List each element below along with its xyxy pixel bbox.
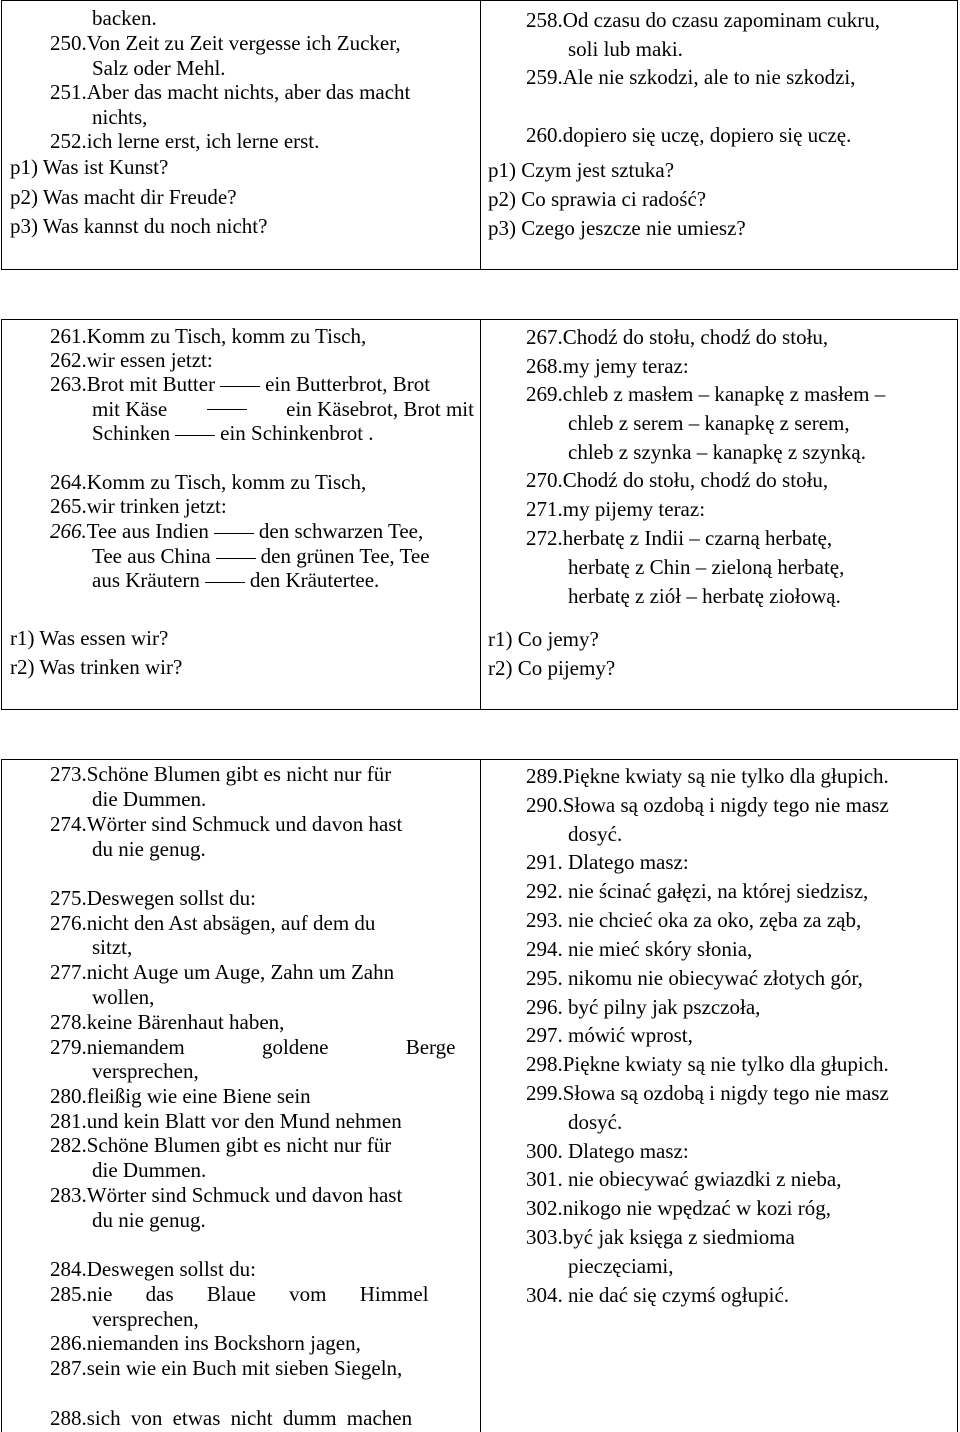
text-line: die Dummen. xyxy=(92,1158,207,1182)
item-number: 273. xyxy=(50,762,87,786)
item-number: 288. xyxy=(50,1406,87,1430)
text-line xyxy=(92,421,374,445)
question-line: p1) Czym jest sztuka? xyxy=(488,158,675,182)
text-line xyxy=(526,1283,789,1307)
item-number: 286. xyxy=(50,1331,87,1355)
item-text: Komm zu Tisch, komm zu Tisch, xyxy=(86,324,367,348)
item-number: 299. xyxy=(526,1081,563,1105)
text-line: wollen, xyxy=(92,985,155,1009)
text-line xyxy=(526,325,828,349)
item-text: mit Käse xyxy=(92,397,168,421)
text-line xyxy=(50,960,394,984)
question-line: p1) Was ist Kunst? xyxy=(10,155,169,179)
item-text: ein Käsebrot, Brot mit xyxy=(286,397,474,421)
item-text: nie ścinać gałęzi, na której siedzisz, xyxy=(568,879,869,903)
item-number: 278. xyxy=(50,1010,87,1034)
text-line xyxy=(50,80,410,104)
column-divider xyxy=(480,760,481,1432)
text-line xyxy=(526,1167,841,1191)
item-number: 260. xyxy=(526,123,563,147)
text-line: chleb z serem – kanapkę z serem, xyxy=(568,411,850,435)
text-line: herbatę z ziół – herbatę ziołową. xyxy=(568,584,841,608)
item-text: Piękne kwiaty są nie tylko dla głupich. xyxy=(562,1052,889,1076)
item-number: 285. xyxy=(50,1282,87,1306)
item-number: 292. xyxy=(526,879,563,903)
text-line xyxy=(50,812,402,836)
text-line xyxy=(526,1139,689,1163)
item-number: 296. xyxy=(526,995,563,1019)
text-line xyxy=(526,908,861,932)
item-number: 250. xyxy=(50,31,87,55)
item-text: Deswegen sollst du: xyxy=(86,1257,256,1281)
text-line: nichts, xyxy=(92,105,148,129)
item-number: 287. xyxy=(50,1356,87,1380)
item-text: nicht Auge um Auge, Zahn um Zahn xyxy=(86,960,395,984)
text-line xyxy=(50,1183,402,1207)
item-text: nikogo nie wpędzać w kozi róg, xyxy=(562,1196,832,1220)
item-text: chleb z masłem – kanapkę z masłem – xyxy=(562,382,886,406)
item-text: Tee aus China xyxy=(92,544,211,568)
item-text: nie mieć skóry słonia, xyxy=(568,937,753,961)
dash-line xyxy=(216,558,256,559)
question-line: p3) Czego jeszcze nie umiesz? xyxy=(488,216,746,240)
question-line: r2) Co pijemy? xyxy=(488,656,616,680)
text-line xyxy=(526,879,868,903)
text-line: herbatę z Chin – zieloną herbatę, xyxy=(568,555,845,579)
item-text: ein Schinkenbrot . xyxy=(220,421,374,445)
text-line xyxy=(526,497,705,521)
item-text: nicht den Ast absägen, auf dem du xyxy=(86,911,376,935)
item-number: 279. xyxy=(50,1035,87,1059)
text-line: pieczęciami, xyxy=(568,1254,674,1278)
item-number: 276. xyxy=(50,911,87,935)
item-text: nie dać się czymś ogłupić. xyxy=(568,1283,790,1307)
dash-line xyxy=(205,582,245,583)
text-line xyxy=(50,324,366,348)
item-number: 268. xyxy=(526,354,563,378)
text-line: chleb z szynka – kanapkę z szynką. xyxy=(568,440,866,464)
text-line xyxy=(526,1023,693,1047)
item-number: 265. xyxy=(50,494,87,518)
item-number: 258. xyxy=(526,8,563,32)
question-line: r2) Was trinken wir? xyxy=(10,655,183,679)
question-line: p2) Was macht dir Freude? xyxy=(10,185,237,209)
question-line: r1) Was essen wir? xyxy=(10,626,169,650)
item-text: mówić wprost, xyxy=(568,1023,693,1047)
item-number: 304. xyxy=(526,1283,563,1307)
text-line: dosyć. xyxy=(568,1110,623,1134)
text-line xyxy=(526,1052,889,1076)
item-text: wir essen jetzt: xyxy=(86,348,213,372)
item-text: Dlatego masz: xyxy=(568,850,689,874)
item-text: ein Butterbrot, Brot xyxy=(265,372,431,396)
item-text: my jemy teraz: xyxy=(562,354,689,378)
item-text: sein wie ein Buch mit sieben Siegeln, xyxy=(86,1356,403,1380)
item-number: 297. xyxy=(526,1023,563,1047)
item-text: Schöne Blumen gibt es nicht nur für xyxy=(86,762,392,786)
item-text: den grünen Tee, Tee xyxy=(260,544,430,568)
item-number: 266. xyxy=(50,519,87,543)
item-number: 252. xyxy=(50,129,87,153)
item-text: nie obiecywać gwiazdki z nieba, xyxy=(568,1167,842,1191)
item-text: herbatę z Indii – czarną herbatę, xyxy=(562,526,833,550)
item-text: Schöne Blumen gibt es nicht nur für xyxy=(86,1133,392,1157)
item-text: my pijemy teraz: xyxy=(562,497,706,521)
text-line xyxy=(526,937,752,961)
text-line: sitzt, xyxy=(92,935,133,959)
item-text: nikomu nie obiecywać złotych gór, xyxy=(568,966,863,990)
item-text: niemanden ins Bockshorn jagen, xyxy=(86,1331,361,1355)
item-text: być pilny jak pszczoła, xyxy=(568,995,761,1019)
text-line xyxy=(50,1010,284,1034)
question-line: r1) Co jemy? xyxy=(488,627,599,651)
item-text xyxy=(50,762,391,786)
item-text: wir trinken jetzt: xyxy=(86,494,227,518)
item-number: 270. xyxy=(526,468,563,492)
text-line: versprechen, xyxy=(92,1059,199,1083)
item-number: 290. xyxy=(526,793,563,817)
text-line xyxy=(50,129,319,153)
item-number: 275. xyxy=(50,886,87,910)
text-line xyxy=(526,526,832,550)
text-line xyxy=(526,8,880,32)
item-text: Tee aus Indien xyxy=(86,519,209,543)
text-line: soli lub maki. xyxy=(568,37,683,61)
item-text: den Kräutertee. xyxy=(249,568,380,592)
item-number: 291. xyxy=(526,850,563,874)
text-line: Salz oder Mehl. xyxy=(92,56,226,80)
item-text: być jak księga z siedmioma xyxy=(562,1225,795,1249)
text-line: die Dummen. xyxy=(92,787,207,811)
item-text: sich von etwas nicht dumm machen xyxy=(86,1406,413,1430)
text-line xyxy=(50,519,423,543)
item-number: 281. xyxy=(50,1109,87,1133)
text-line: versprechen, xyxy=(92,1307,199,1331)
text-line xyxy=(50,1109,402,1133)
item-text: Aber das macht nichts, aber das macht xyxy=(86,80,411,104)
item-text: Chodź do stołu, chodź do stołu, xyxy=(562,468,829,492)
text-line xyxy=(526,65,856,89)
item-text: fleißig wie eine Biene sein xyxy=(86,1084,311,1108)
item-number: 284. xyxy=(50,1257,87,1281)
text-line xyxy=(526,966,863,990)
text-line xyxy=(526,995,760,1019)
item-number: 298. xyxy=(526,1052,563,1076)
item-number: 259. xyxy=(526,65,563,89)
text-line xyxy=(526,123,851,147)
item-text: Piękne kwiaty są nie tylko dla głupich. xyxy=(562,764,889,788)
text-line xyxy=(50,886,256,910)
text-line xyxy=(526,1081,889,1105)
item-text: keine Bärenhaut haben, xyxy=(86,1010,285,1034)
text-line xyxy=(50,1035,455,1059)
item-text: nie chcieć oka za oko, zęba za ząb, xyxy=(568,908,862,932)
item-number: 272. xyxy=(526,526,563,550)
item-number: 293. xyxy=(526,908,563,932)
item-number: 289. xyxy=(526,764,563,788)
item-number: 262. xyxy=(50,348,87,372)
text-line xyxy=(526,1196,831,1220)
item-text: Von Zeit zu Zeit vergesse ich Zucker, xyxy=(86,31,401,55)
text-line: du nie genug. xyxy=(92,1208,206,1232)
text-line xyxy=(50,762,474,786)
text-line xyxy=(50,470,366,494)
item-number: 261. xyxy=(50,324,87,348)
question-line: p3) Was kannst du noch nicht? xyxy=(10,214,268,238)
dash-line xyxy=(175,435,215,436)
text-line xyxy=(50,348,213,372)
text-line xyxy=(50,1406,412,1430)
item-number: 301. xyxy=(526,1167,563,1191)
text-line xyxy=(526,1225,795,1249)
item-text: Wörter sind Schmuck und davon hast xyxy=(86,1183,403,1207)
column-divider xyxy=(480,320,481,709)
item-number: 251. xyxy=(50,80,87,104)
text-line xyxy=(92,397,474,421)
item-number: 277. xyxy=(50,960,87,984)
text-line: du nie genug. xyxy=(92,837,206,861)
item-text: Od czasu do czasu zapominam cukru, xyxy=(562,8,880,32)
item-text: Ale nie szkodzi, ale to nie szkodzi, xyxy=(562,65,856,89)
item-text: Wörter sind Schmuck und davon hast xyxy=(86,812,403,836)
text-line xyxy=(50,1356,402,1380)
item-number: 300. xyxy=(526,1139,563,1163)
item-text: Słowa są ozdobą i nigdy tego nie masz xyxy=(562,1081,889,1105)
text-line xyxy=(92,544,430,568)
item-text: Schinken xyxy=(92,421,171,445)
item-number: 269. xyxy=(526,382,563,406)
text-line xyxy=(50,911,375,935)
text-line xyxy=(526,793,889,817)
item-number: 264. xyxy=(50,470,87,494)
item-text: Komm zu Tisch, komm zu Tisch, xyxy=(86,470,367,494)
dash-line xyxy=(207,409,247,421)
item-text: Deswegen sollst du: xyxy=(86,886,256,910)
text-line xyxy=(50,1084,311,1108)
item-text: Brot mit Butter xyxy=(86,372,216,396)
text-line xyxy=(50,372,430,396)
item-number: 302. xyxy=(526,1196,563,1220)
text-line xyxy=(50,1282,429,1306)
text-line: dosyć. xyxy=(568,822,623,846)
item-text: Słowa są ozdobą i nigdy tego nie masz xyxy=(562,793,889,817)
item-text: ich lerne erst, ich lerne erst. xyxy=(86,129,320,153)
item-number: 282. xyxy=(50,1133,87,1157)
dash-line xyxy=(220,386,260,387)
item-text: nie das Blaue vom Himmel xyxy=(86,1282,429,1306)
text-line xyxy=(50,1331,361,1355)
text-line xyxy=(526,850,689,874)
item-text: dopiero się uczę, dopiero się uczę. xyxy=(562,123,852,147)
text-line xyxy=(50,1133,391,1157)
text-line xyxy=(50,494,227,518)
text-line xyxy=(526,382,885,406)
item-text: den schwarzen Tee, xyxy=(258,519,424,543)
item-text: und kein Blatt vor den Mund nehmen xyxy=(86,1109,402,1133)
item-number: 280. xyxy=(50,1084,87,1108)
item-number: 274. xyxy=(50,812,87,836)
text-line xyxy=(50,1257,256,1281)
item-number: 283. xyxy=(50,1183,87,1207)
item-text: Chodź do stołu, chodź do stołu, xyxy=(562,325,829,349)
item-text: niemandem goldene Berge xyxy=(86,1035,456,1059)
item-number: 303. xyxy=(526,1225,563,1249)
text-line: backen. xyxy=(92,6,157,30)
item-number: 271. xyxy=(526,497,563,521)
column-divider xyxy=(480,1,481,269)
text-line xyxy=(526,354,689,378)
text-line xyxy=(526,764,889,788)
text-line xyxy=(526,468,828,492)
item-number: 267. xyxy=(526,325,563,349)
item-number: 294. xyxy=(526,937,563,961)
text-line xyxy=(50,31,401,55)
item-number: 295. xyxy=(526,966,563,990)
item-number: 263. xyxy=(50,372,87,396)
dash-line xyxy=(214,533,254,534)
question-line: p2) Co sprawia ci radość? xyxy=(488,187,707,211)
item-text: aus Kräutern xyxy=(92,568,200,592)
text-line xyxy=(92,568,379,592)
item-text: Dlatego masz: xyxy=(568,1139,689,1163)
